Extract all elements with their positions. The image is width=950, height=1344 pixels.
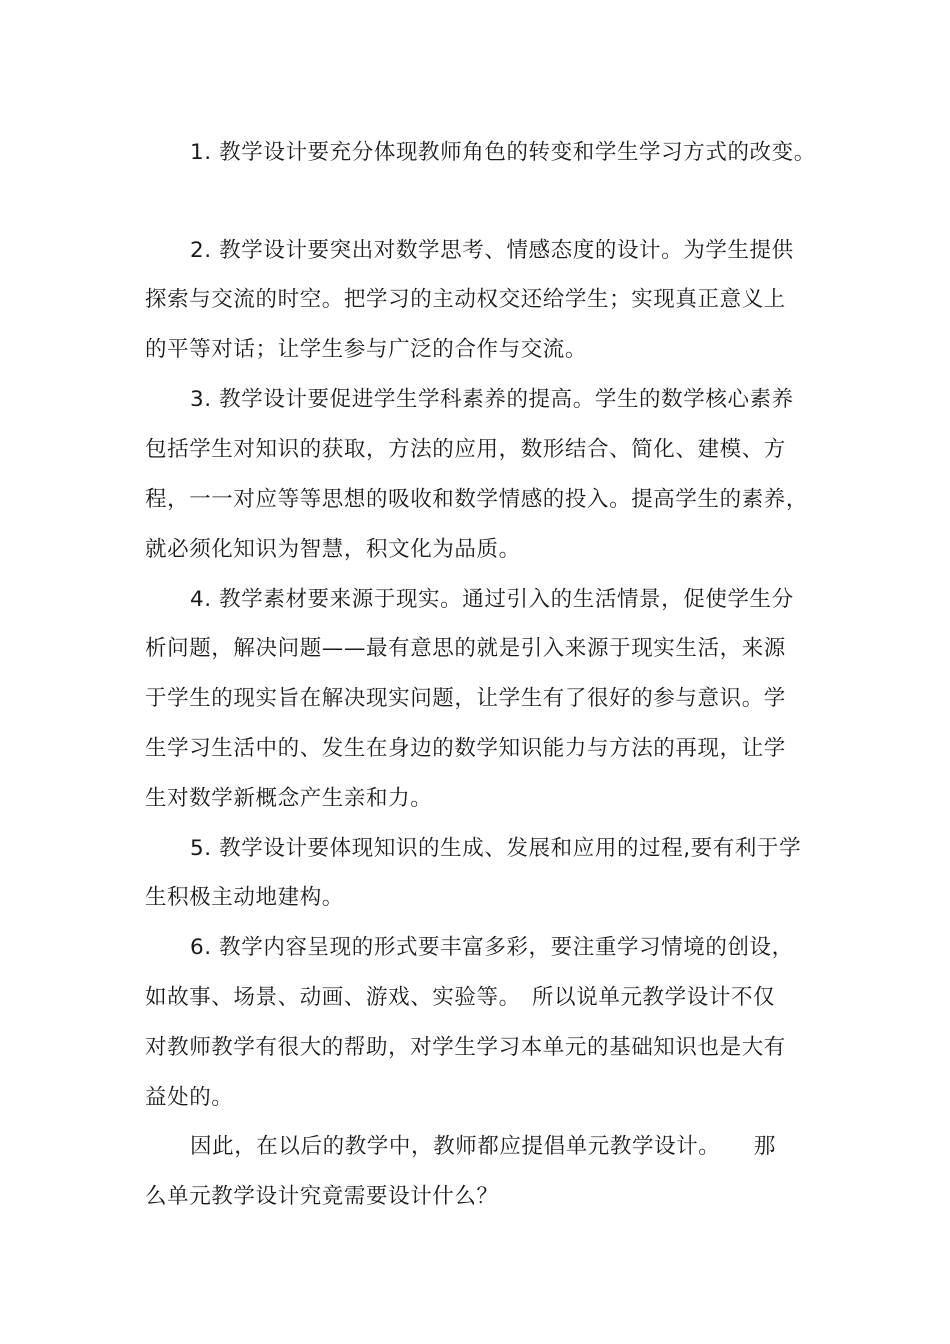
- paragraph-7-line-2: 么单元教学设计究竟需要设计什么？: [145, 1184, 499, 1209]
- paragraph-4-line-3: 于学生的现实旨在解决现实问题，让学生有了很好的参与意识。学: [145, 686, 786, 711]
- paragraph-3-line-2: 包括学生对知识的获取，方法的应用，数形结合、简化、建模、方: [145, 437, 786, 462]
- paragraph-2-line-1: 2. 教学设计要突出对数学思考、情感态度的设计。为学生提供: [190, 238, 794, 263]
- paragraph-5-line-1: 5. 教学设计要体现知识的生成、发展和应用的过程,要有利于学: [190, 836, 802, 861]
- paragraph-4-line-5: 生对数学新概念产生亲和力。: [145, 786, 433, 811]
- paragraph-6-line-3: 对教师教学有很大的帮助，对学生学习本单元的基础知识也是大有: [145, 1035, 786, 1060]
- paragraph-1-line-1: 1. 教学设计要充分体现教师角色的转变和学生学习方式的改变。: [190, 140, 816, 165]
- paragraph-5-line-2: 生积极主动地建构。: [145, 885, 344, 910]
- paragraph-3-line-3: 程，一一对应等等思想的吸收和数学情感的投入。提高学生的素养，: [145, 487, 809, 512]
- paragraph-4-line-2: 析问题，解决问题——最有意思的就是引入来源于现实生活，来源: [145, 636, 786, 661]
- paragraph-4-line-1: 4. 教学素材要来源于现实。通过引入的生活情景，促使学生分: [190, 587, 794, 612]
- paragraph-2-line-2: 探索与交流的时空。把学习的主动权交还给学生；实现真正意义上: [145, 287, 786, 312]
- paragraph-6-line-4: 益处的。: [145, 1085, 234, 1110]
- paragraph-2-line-3: 的平等对话；让学生参与广泛的合作与交流。: [145, 337, 588, 362]
- paragraph-4-line-4: 生学习生活中的、发生在身边的数学知识能力与方法的再现，让学: [145, 736, 786, 761]
- paragraph-7-line-1: 因此，在以后的教学中，教师都应提倡单元教学设计。 那: [190, 1134, 776, 1159]
- paragraph-3-line-1: 3. 教学设计要促进学生学科素养的提高。学生的数学核心素养: [190, 387, 794, 412]
- paragraph-6-line-2: 如故事、场景、动画、游戏、实验等。 所以说单元教学设计不仅: [145, 985, 776, 1010]
- paragraph-6-line-1: 6. 教学内容呈现的形式要丰富多彩，要注重学习情境的创设，: [190, 935, 794, 960]
- paragraph-3-line-4: 就必须化知识为智慧，积文化为品质。: [145, 537, 521, 562]
